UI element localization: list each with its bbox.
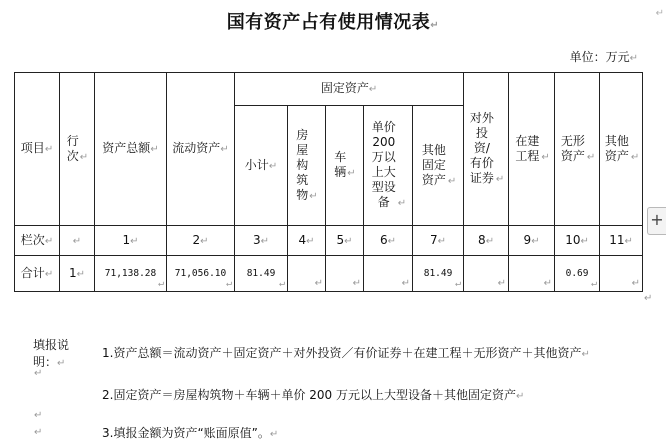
total-row-label: 合计↵ (15, 256, 60, 292)
note-item: 1.资产总额＝流动资产＋固定资产＋对外投资／有价证券＋在建工程＋无形资产＋其他资产↵ (102, 346, 590, 360)
return-arrow-icon: ↵ (644, 293, 653, 304)
column-number: 2↵ (167, 226, 235, 256)
plus-icon[interactable]: + (647, 207, 666, 235)
buildings-value: ↵ (288, 256, 326, 292)
column-number: 3↵ (235, 226, 288, 256)
return-arrow-icon: ↵ (34, 427, 43, 438)
header-buildings: 房屋构筑物↵ (288, 106, 326, 226)
column-number: 5↵ (326, 226, 364, 256)
construction-value: ↵ (509, 256, 555, 292)
asset-table (14, 72, 643, 292)
column-row-label: 栏次↵ (15, 226, 60, 256)
subtotal-value: 81.49 ↵ (235, 256, 288, 292)
header-large-equipment: 单价200万以上大型设备 ↵ (364, 106, 413, 226)
unit-label: 单位：万元↵ (569, 50, 638, 64)
return-arrow-icon: ↵ (34, 368, 43, 379)
column-number: 7↵ (413, 226, 464, 256)
column-number: 4↵ (288, 226, 326, 256)
header-current-assets: 流动资产↵ (167, 73, 235, 226)
total-row-no: 1↵ (60, 256, 95, 292)
column-number: 1↵ (95, 226, 167, 256)
other-assets-value: ↵ (600, 256, 643, 292)
other-fixed-value: 81.49 ↵ (413, 256, 464, 292)
header-subtotal: 小计↵ (235, 106, 288, 226)
current-assets-value: 71,056.10 ↵ (167, 256, 235, 292)
column-row-empty: ↵ (60, 226, 95, 256)
large-equipment-value: ↵ (364, 256, 413, 292)
header-other-fixed: 其他固定资产 ↵ (413, 106, 464, 226)
header-project: 项目↵ (15, 73, 60, 226)
header-intangible: 无形资产 ↵ (555, 73, 600, 226)
column-number: 10↵ (555, 226, 600, 256)
note-item: 2.固定资产＝房屋构筑物＋车辆＋单价 200 万元以上大型设备＋其他固定资产↵ (102, 388, 525, 402)
return-arrow-icon: ↵ (629, 53, 638, 64)
notes-label: 填报说明：↵ (33, 338, 70, 369)
column-number: 8↵ (464, 226, 509, 256)
page-title: 国有资产占有使用情况表↵ (226, 12, 440, 33)
header-other-assets: 其他资产 ↵ (600, 73, 643, 226)
header-vehicles: 车辆↵ (326, 106, 364, 226)
column-number-row (15, 226, 643, 256)
return-arrow-icon: ↵ (430, 20, 440, 31)
header-fixed-assets: 固定资产↵ (235, 73, 464, 106)
header-total-assets: 资产总额↵ (95, 73, 167, 226)
total-row (15, 256, 643, 292)
column-number: 11↵ (600, 226, 643, 256)
investments-value: ↵ (464, 256, 509, 292)
intangible-value: 0.69 ↵ (555, 256, 600, 292)
return-arrow-icon: ↵ (34, 410, 43, 421)
total-assets-value: 71,138.28 ↵ (95, 256, 167, 292)
column-number: 9↵ (509, 226, 555, 256)
return-arrow-icon: ↵ (655, 8, 664, 19)
vehicles-value: ↵ (326, 256, 364, 292)
column-number: 6↵ (364, 226, 413, 256)
note-item: 3.填报金额为资产“账面原值”。↵ (102, 426, 279, 440)
header-row-no: 行次↵ (60, 73, 95, 226)
header-construction: 在建工程 ↵ (509, 73, 555, 226)
header-investments: 对外投资/有价证券 ↵ (464, 73, 509, 226)
